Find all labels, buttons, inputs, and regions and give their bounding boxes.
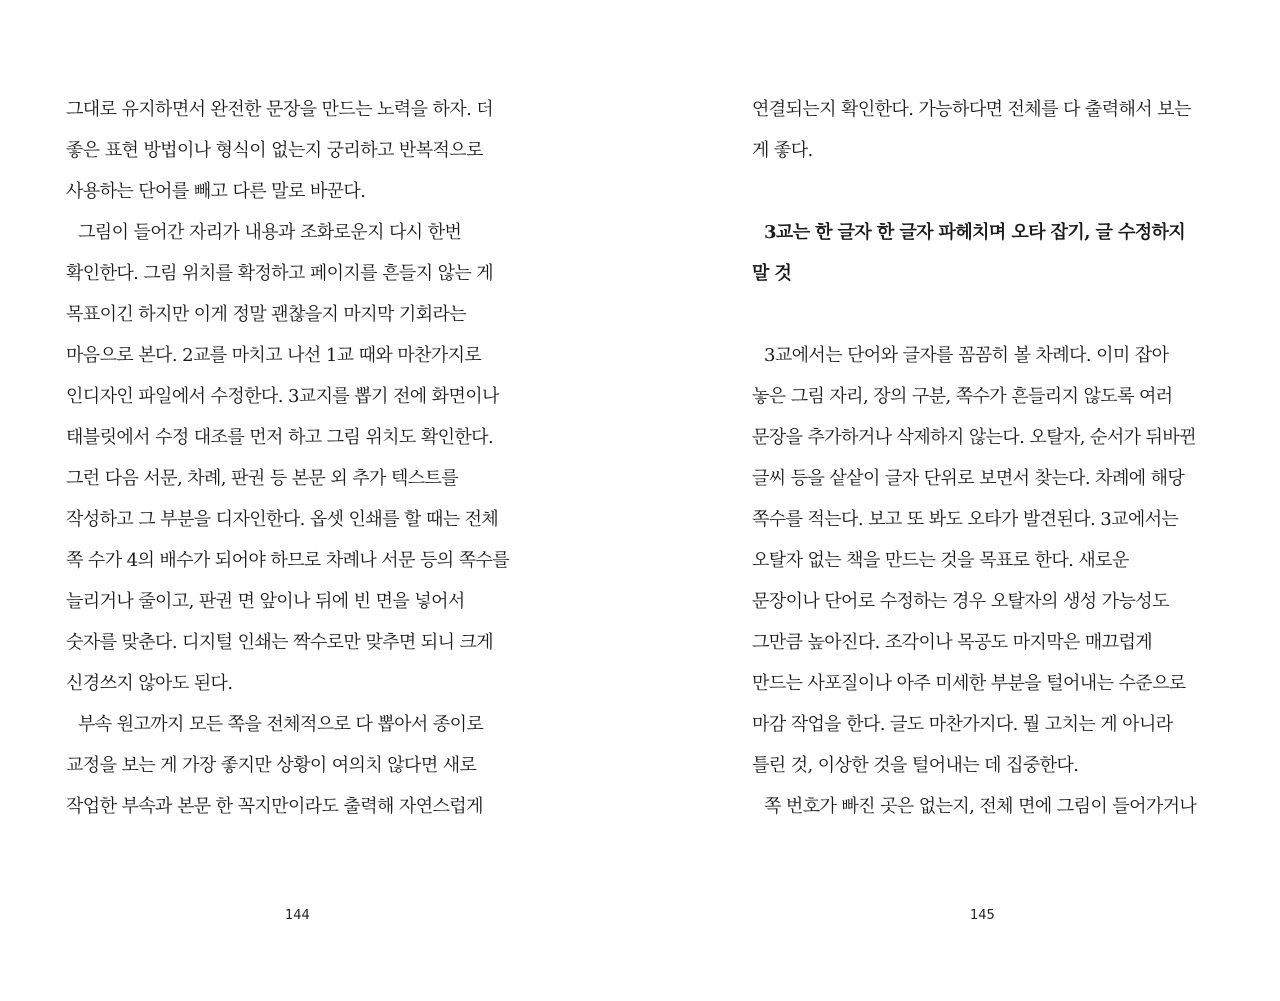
section-heading: 3교는 한 글자 한 글자 파헤치며 오타 잡기, 글 수정하지	[764, 222, 1186, 243]
text-line: 글씨 등을 샅샅이 글자 단위로 보면서 찾는다. 차례에 해당	[752, 468, 1185, 489]
text-line: 마음으로 본다. 2교를 마치고 나선 1교 때와 마찬가지로	[66, 345, 482, 366]
text-line: 연결되는지 확인한다. 가능하다면 전체를 다 출력해서 보는	[752, 99, 1191, 120]
section-heading: 말 것	[752, 263, 792, 284]
paragraph-start-line: 부속 원고까지 모든 쪽을 전체적으로 다 뽑아서 종이로	[78, 714, 484, 735]
text-line: 늘리거나 줄이고, 판권 면 앞이나 뒤에 빈 면을 넣어서	[66, 591, 465, 612]
paragraph-start-line: 3교에서는 단어와 글자를 꼼꼼히 볼 차례다. 이미 잡아	[764, 345, 1169, 366]
text-line: 게 좋다.	[752, 140, 813, 161]
text-line: 확인한다. 그림 위치를 확정하고 페이지를 흔들지 않는 게	[66, 263, 494, 284]
text-line: 작성하고 그 부분을 디자인한다. 옵셋 인쇄를 할 때는 전체	[66, 509, 499, 530]
page-number-left: 144	[285, 908, 310, 923]
text-line: 마감 작업을 한다. 글도 마찬가지다. 뭘 고치는 게 아니라	[752, 714, 1173, 735]
spacer	[752, 175, 1222, 216]
text-line: 쪽 수가 4의 배수가 되어야 하므로 차례나 서문 등의 쪽수를	[66, 550, 510, 571]
text-line: 문장이나 단어로 수정하는 경우 오탈자의 생성 가능성도	[752, 591, 1169, 612]
text-line: 그런 다음 서문, 차례, 판권 등 본문 외 추가 텍스트를	[66, 468, 459, 489]
text-line: 틀린 것, 이상한 것을 털어내는 데 집중한다.	[752, 755, 1079, 776]
page-number-right: 145	[970, 908, 995, 923]
text-line: 그대로 유지하면서 완전한 문장을 만드는 노력을 하자. 더	[66, 99, 494, 120]
text-line: 문장을 추가하거나 삭제하지 않는다. 오탈자, 순서가 뒤바뀐	[752, 427, 1196, 448]
left-page-body	[66, 93, 536, 831]
right-page	[640, 0, 1280, 1001]
text-line: 숫자를 맞춘다. 디지털 인쇄는 짝수로만 맞추면 되니 크게	[66, 632, 494, 653]
text-line: 만드는 사포질이나 아주 미세한 부분을 털어내는 수준으로	[752, 673, 1186, 694]
right-page-body	[752, 93, 1222, 831]
text-line: 인디자인 파일에서 수정한다. 3교지를 뽑기 전에 화면이나	[66, 386, 499, 407]
text-line: 그만큼 높아진다. 조각이나 목공도 마지막은 매끄럽게	[752, 632, 1153, 653]
text-line: 좋은 표현 방법이나 형식이 없는지 궁리하고 반복적으로	[66, 140, 483, 161]
text-line: 놓은 그림 자리, 장의 구분, 쪽수가 흔들리지 않도록 여러	[752, 386, 1173, 407]
text-line: 목표이긴 하지만 이게 정말 괜찮을지 마지막 기회라는	[66, 304, 467, 325]
text-line: 사용하는 단어를 빼고 다른 말로 바꾼다.	[66, 181, 366, 202]
text-line: 작업한 부속과 본문 한 꼭지만이라도 출력해 자연스럽게	[66, 796, 483, 817]
text-line: 쪽수를 적는다. 보고 또 봐도 오타가 발견된다. 3교에서는	[752, 509, 1179, 530]
paragraph-start-line: 그림이 들어간 자리가 내용과 조화로운지 다시 한번	[78, 222, 462, 243]
paragraph-start-line: 쪽 번호가 빠진 곳은 없는지, 전체 면에 그림이 들어가거나	[764, 796, 1197, 817]
spacer	[752, 298, 1222, 339]
text-line: 교정을 보는 게 가장 좋지만 상황이 여의치 않다면 새로	[66, 755, 477, 776]
text-line: 신경쓰지 않아도 된다.	[66, 673, 233, 694]
text-line: 태블릿에서 수정 대조를 먼저 하고 그림 위치도 확인한다.	[66, 427, 494, 448]
text-line: 오탈자 없는 책을 만드는 것을 목표로 한다. 새로운	[752, 550, 1129, 571]
